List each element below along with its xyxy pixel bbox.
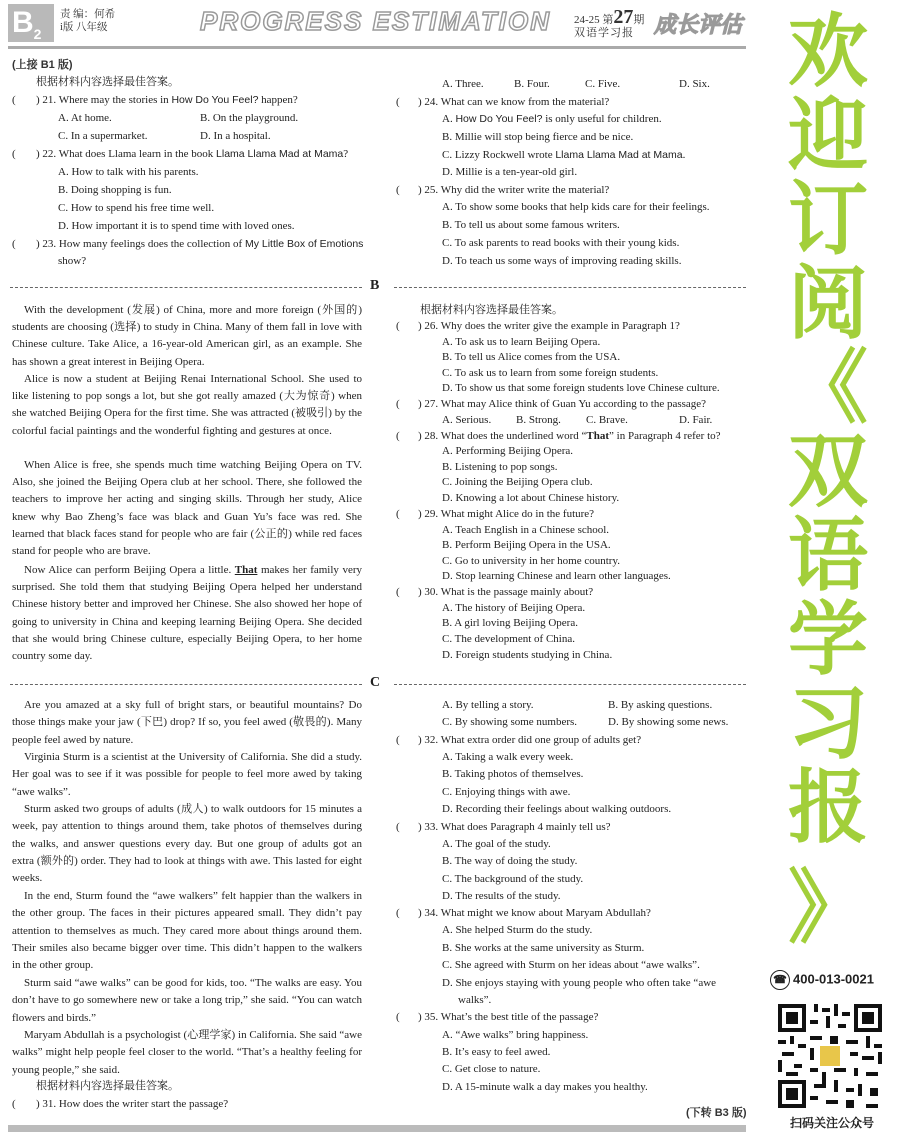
answer-bracket[interactable]: ( xyxy=(396,907,400,919)
option-c: C. Joining the Beijing Opera club. xyxy=(442,476,593,488)
sidebar-char: 欢 xyxy=(788,5,868,98)
sidebar-char: 《 xyxy=(788,341,868,434)
option-d: D. The results of the study. xyxy=(442,890,561,902)
issue-number: 24-25 第27期 xyxy=(574,6,645,28)
option-d: D. Recording their feelings about walking outdoors. xyxy=(442,803,672,815)
divider-left xyxy=(10,287,362,288)
sidebar-char: 阅 xyxy=(788,257,868,350)
answer-bracket[interactable]: ( xyxy=(396,430,400,442)
header-rule xyxy=(8,46,746,49)
question-32: ) 32. What extra order did one group of adults get? xyxy=(418,734,642,746)
option-c: C. In a supermarket. xyxy=(58,130,148,142)
qr-caption: 扫码关注公众号 xyxy=(789,1116,874,1130)
question-34: ) 34. What might we know about Maryam Abdullah? xyxy=(418,907,651,919)
question-25: ) 25. Why did the writer write the material? xyxy=(418,184,610,196)
option-b: B. She works at the same university as Sturm. xyxy=(442,942,645,954)
option-d: D. To show us that some foreign students love Chinese culture. xyxy=(442,382,720,394)
option-a: A. How Do You Feel? is only useful for children. xyxy=(442,113,662,125)
option-d: D. Stop learning Chinese and learn other languages. xyxy=(442,570,671,582)
sidebar-char: 迎 xyxy=(788,89,868,182)
question-33: ) 33. What does Paragraph 4 mainly tell us? xyxy=(418,821,611,833)
sidebar-char: 报 xyxy=(788,761,868,854)
option-a: A. Taking a walk every week. xyxy=(442,751,574,763)
brand-title: 成长评估 xyxy=(654,13,743,38)
question-30: ) 30. What is the passage mainly about? xyxy=(418,586,594,598)
phone-number: ☎ 400-013-0021 xyxy=(770,970,874,990)
answer-bracket[interactable]: ( xyxy=(12,94,16,106)
instruction: 根据材料内容选择最佳答案。 xyxy=(420,304,563,316)
passage-b-para-3: When Alice is free, she spends much time watching Beijing Opera on TV. Also, she joined the Beijing Opera club at her school. There, she followed the teachers to improve her acting and singing skills. Through her study, Alice knew why Bao Zheng’s face was black and Guan Yu’s face was red. She learned that black faces stand for people who are fair (公正的) while red faces stand for people who are brave. xyxy=(12,459,362,558)
option-d: D. Six. xyxy=(679,78,710,90)
section-logo: $B_2$ xyxy=(8,4,54,42)
option-a: A. The history of Beijing Opera. xyxy=(442,602,586,614)
answer-bracket[interactable]: ( xyxy=(12,238,16,250)
option-a: A. Performing Beijing Opera. xyxy=(442,445,574,457)
option-d: D. Fair. xyxy=(679,414,713,426)
option-d: D. In a hospital. xyxy=(200,130,271,142)
option-d: D. A 15-minute walk a day makes you healthy. xyxy=(442,1081,648,1093)
option-a: A. To show some books that help kids care for their feelings. xyxy=(442,201,710,213)
option-d: D. How important it is to spend time with loved ones. xyxy=(58,220,295,232)
option-b: B. The way of doing the study. xyxy=(442,855,578,867)
answer-bracket[interactable]: ( xyxy=(396,586,400,598)
paper-name: 双语学习报 xyxy=(574,27,634,39)
answer-bracket[interactable]: ( xyxy=(396,508,400,520)
option-c: C. She agreed with Sturm on her ideas about “awe walks”. xyxy=(442,959,700,971)
section-c-label: C xyxy=(370,675,381,690)
sidebar-char: 双 xyxy=(788,425,868,518)
banner-title: PROGRESS ESTIMATION xyxy=(200,6,551,36)
qr-code[interactable] xyxy=(778,1004,882,1108)
option-a: A. By telling a story. xyxy=(442,699,534,711)
option-c: C. Go to university in her home country. xyxy=(442,555,621,567)
passage-b-para-4: Now Alice can perform Beijing Opera a little. That makes her family very surprised. She told them that studying Beijing Opera helped her understand Chinese history better and improved her Chinese. She also showed her hope of going to university in China and keeping learning Beijing Opera. She decided that she would bring Chinese culture, especially Beijing Opera, to her home country some day. xyxy=(12,564,363,663)
answer-bracket[interactable]: ( xyxy=(396,821,400,833)
option-b: B. Millie will stop being fierce and be nice. xyxy=(442,131,634,143)
option-b: B. Listening to pop songs. xyxy=(442,461,558,473)
option-a: A. She helped Sturm do the study. xyxy=(442,924,593,936)
question-31: ) 31. How does the writer start the passage? xyxy=(36,1098,229,1110)
sidebar-char: 订 xyxy=(788,173,868,266)
option-d: D. Foreign students studying in China. xyxy=(442,649,613,661)
option-c: C. How to spend his free time well. xyxy=(58,202,215,214)
edition-grade: i版 八年级 xyxy=(60,22,108,33)
option-a: A. The goal of the study. xyxy=(442,838,551,850)
option-b: B. On the playground. xyxy=(200,112,299,124)
answer-bracket[interactable]: ( xyxy=(396,734,400,746)
option-b: B. It’s easy to feel awed. xyxy=(442,1046,551,1058)
option-c: C. Get close to nature. xyxy=(442,1063,541,1075)
question-23-cont: show? xyxy=(58,255,87,267)
footer-rule xyxy=(8,1125,746,1132)
answer-bracket[interactable]: ( xyxy=(12,148,16,160)
passage-c-para-3: Sturm asked two groups of adults (成人) to walk outdoors for 15 minutes a week, pay attention to things around them, take photos of themselves during the walks, and answer questions every day. But one group of adults got an extra (额外的) order. They had to look at things with awe. This lasted for eight weeks. xyxy=(12,803,362,885)
option-a: A. Three. xyxy=(442,78,484,90)
passage-b-para-1: With the development (发展) of China, more and more foreign (外国的) students are choosing (选择) to study in China. Many of them fall in love with Chinese culture. Take Alice, a 16-year-old American girl, as an example. She has shown a great interest in Beijing Opera. xyxy=(12,304,362,368)
option-b: B. By asking questions. xyxy=(608,699,713,711)
question-24: ) 24. What can we know from the material? xyxy=(418,96,610,108)
option-b: B. Four. xyxy=(514,78,550,90)
answer-bracket[interactable]: ( xyxy=(396,320,400,332)
sidebar-char: 》 xyxy=(788,861,868,954)
option-c: C. The development of China. xyxy=(442,633,575,645)
option-a: A. How to talk with his parents. xyxy=(58,166,199,178)
passage-c-para-6: Maryam Abdullah is a psychologist (心理学家) in California. She said “awe walks” might help people feel closer to the world. “That’s a healthy feeling for young people,” she said. xyxy=(12,1029,362,1076)
option-a: A. “Awe walks” bring happiness. xyxy=(442,1029,589,1041)
passage-c-para-1: Are you amazed at a sky full of bright stars, or beautiful mountains? Do those things make your jaw (下巴) drop? If so, you feel awed (敬畏的). Many people feel awed by nature. xyxy=(12,699,362,746)
option-a: A. To ask us to learn Beijing Opera. xyxy=(442,336,601,348)
question-28: ) 28. What does the underlined word “That” in Paragraph 4 refer to? xyxy=(418,430,721,442)
option-c: C. To ask us to learn from some foreign students. xyxy=(442,367,659,379)
answer-bracket[interactable]: ( xyxy=(396,96,400,108)
option-d: D. Knowing a lot about Chinese history. xyxy=(442,492,620,504)
continued-to: (下转 B3 版) xyxy=(686,1107,747,1119)
question-35: ) 35. What’s the best title of the passage? xyxy=(418,1011,599,1023)
question-29: ) 29. What might Alice do in the future? xyxy=(418,508,595,520)
passage-c-para-2: Virginia Sturm is a scientist at the University of California. She did a study. Her goal was to see if it was possible for people to feel more awed by taking “awe walks”. xyxy=(12,751,362,798)
answer-bracket[interactable]: ( xyxy=(12,1098,16,1110)
divider-right xyxy=(394,684,746,685)
instruction: 根据材料内容选择最佳答案。 xyxy=(36,76,179,88)
sidebar-char: 习 xyxy=(788,677,868,770)
instruction: 根据材料内容选择最佳答案。 xyxy=(36,1080,179,1092)
divider-right xyxy=(394,287,746,288)
answer-bracket[interactable]: ( xyxy=(396,398,400,410)
option-b: B. Doing shopping is fun. xyxy=(58,184,172,196)
divider-left xyxy=(10,684,362,685)
qr-code-icon xyxy=(778,1004,882,1108)
option-b: B. Perform Beijing Opera in the USA. xyxy=(442,539,611,551)
option-c: C. To ask parents to read books with their young kids. xyxy=(442,237,680,249)
sidebar-char: 语 xyxy=(788,509,868,602)
passage-b-para-2: Alice is now a student at Beijing Renai International School. She used to like listening to pop songs a lot, but she got really amazed (大为惊奇) when she watched Beijing Opera for the first time. She was attracted (被吸引) by the colorful facial paintings and the wonderful fighting and gestures at once. xyxy=(12,373,362,437)
option-a: A. Teach English in a Chinese school. xyxy=(442,524,610,536)
question-21: ) 21. Where may the stories in How Do You Feel? happen? xyxy=(36,94,298,106)
option-b: B. Taking photos of themselves. xyxy=(442,768,584,780)
option-d: D. By showing some news. xyxy=(608,716,729,728)
phone-icon: ☎ xyxy=(770,970,790,990)
option-b: B. To tell us Alice comes from the USA. xyxy=(442,351,621,363)
answer-bracket[interactable]: ( xyxy=(396,184,400,196)
section-b-label: B xyxy=(370,278,380,293)
option-b: B. To tell us about some famous writers. xyxy=(442,219,620,231)
option-a: A. At home. xyxy=(58,112,112,124)
editor-name: 责 编：何希 xyxy=(60,9,116,20)
option-d: D. She enjoys staying with young people who often take “awe xyxy=(442,977,717,989)
option-d: D. Millie is a ten-year-old girl. xyxy=(442,166,578,178)
question-26: ) 26. Why does the writer give the example in Paragraph 1? xyxy=(418,320,680,332)
option-c: C. Lizzy Rockwell wrote Llama Llama Mad at Mama. xyxy=(442,149,686,161)
editor-info xyxy=(60,8,115,34)
question-23: ) 23. How many feelings does the collection of My Little Box of Emotions xyxy=(36,238,364,250)
question-22: ) 22. What does Llama learn in the book Llama Llama Mad at Mama? xyxy=(36,148,349,160)
underlined-word-that: That xyxy=(234,564,258,576)
answer-bracket[interactable]: ( xyxy=(396,1011,400,1023)
option-c: C. Five. xyxy=(585,78,621,90)
option-b: B. Strong. xyxy=(516,414,561,426)
option-d-cont: walks”. xyxy=(458,994,492,1006)
option-d: D. To teach us some ways of improving reading skills. xyxy=(442,255,682,267)
option-c: C. The background of the study. xyxy=(442,873,584,885)
sidebar-char: 学 xyxy=(788,593,868,686)
passage-c-para-5: Sturm said “awe walks” can be good for kids, too. “The walks are easy. You don’t have to go somewhere new or take a long trip,” she said. “You can watch flowers and birds.” xyxy=(12,977,362,1024)
option-b: B. A girl loving Beijing Opera. xyxy=(442,617,578,629)
passage-c-para-4: In the end, Sturm found the “awe walkers” felt happier than the walkers in the other group. The faces in their pictures appeared small. They didn’t pay attention to themselves as much. They cared more about things around them. Their smiles also became bigger over time. This didn’t happen to the walkers in the other group. xyxy=(12,890,362,972)
continued-from: (上接 B1 版) xyxy=(12,59,73,71)
option-c: C. By showing some numbers. xyxy=(442,716,578,728)
option-c: C. Brave. xyxy=(586,414,628,426)
option-c: C. Enjoying things with awe. xyxy=(442,786,571,798)
option-a: A. Serious. xyxy=(442,414,492,426)
question-27: ) 27. What may Alice think of Guan Yu according to the passage? xyxy=(418,398,707,410)
